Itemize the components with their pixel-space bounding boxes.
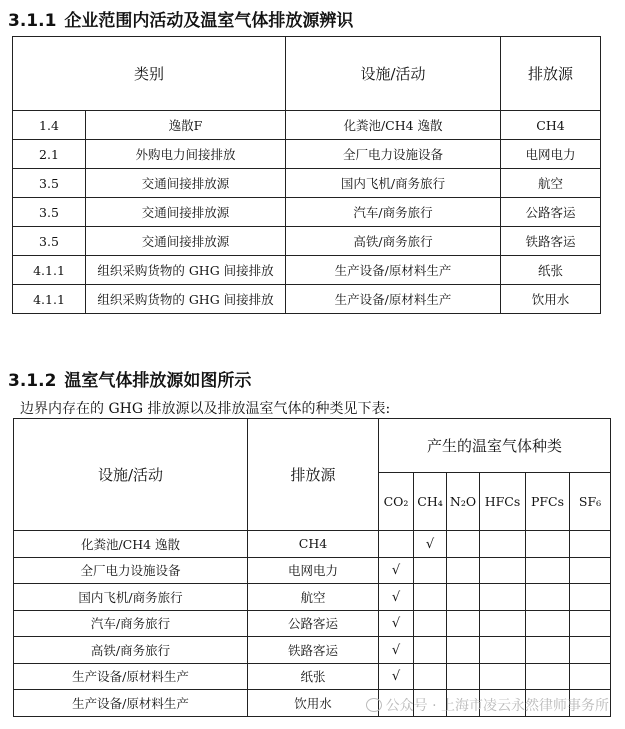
- facility-cell: 汽车/商务旅行: [286, 198, 501, 227]
- section-1-heading: [8, 6, 353, 31]
- gas-co2-cell: [379, 610, 414, 637]
- gas-hfcs-cell: [480, 637, 526, 664]
- gas-sf6-cell: [570, 531, 611, 558]
- header-gas-group: 产生的温室气体种类: [379, 419, 611, 473]
- category-name-cell: 组织采购货物的 GHG 间接排放: [86, 285, 286, 314]
- facility-cell: 全厂电力设施设备: [14, 557, 248, 584]
- gas-ch4-cell: [414, 531, 447, 558]
- category-code-cell: 1.4: [13, 111, 86, 140]
- gas-n2o-cell: [447, 557, 480, 584]
- header-gas-pfcs: PFCs: [526, 473, 570, 531]
- gas-ch4-cell: [414, 663, 447, 690]
- watermark-text: 公众号 · 上海市凌云永然律师事务所: [385, 698, 609, 714]
- header-facility: 设施/活动: [14, 419, 248, 531]
- check-mark-icon: √: [391, 563, 401, 579]
- table-row: [14, 637, 611, 664]
- facility-cell: 生产设备/原材料生产: [14, 663, 248, 690]
- gas-ch4-cell: [414, 637, 447, 664]
- gas-n2o-cell: [447, 610, 480, 637]
- facility-cell: 化粪池/CH4 逸散: [14, 531, 248, 558]
- section-2-intro: 边界内存在的 GHG 排放源以及排放温室气体的种类见下表:: [20, 401, 391, 417]
- header-gas-hfcs: HFCs: [480, 473, 526, 531]
- header-facility: 设施/活动: [286, 37, 501, 111]
- source-cell: 铁路客运: [248, 637, 379, 664]
- table-row: [14, 610, 611, 637]
- emission-source-identification-table: [12, 36, 601, 314]
- header-gas-sf6: SF₆: [570, 473, 611, 531]
- category-name-cell: 交通间接排放源: [86, 198, 286, 227]
- gas-ch4-cell: [414, 610, 447, 637]
- source-cell: CH4: [248, 531, 379, 558]
- gas-hfcs-cell: [480, 584, 526, 611]
- facility-cell: 全厂电力设施设备: [286, 140, 501, 169]
- source-cell: 公路客运: [501, 198, 601, 227]
- source-cell: 公路客运: [248, 610, 379, 637]
- gas-sf6-cell: [570, 557, 611, 584]
- gas-co2-cell: [379, 531, 414, 558]
- section-2-number: 3.1.2: [8, 371, 57, 391]
- table-row: [13, 256, 601, 285]
- category-code-cell: 3.5: [13, 169, 86, 198]
- table-row: [13, 198, 601, 227]
- gas-pfcs-cell: [526, 584, 570, 611]
- gas-hfcs-cell: [480, 531, 526, 558]
- category-code-cell: 2.1: [13, 140, 86, 169]
- category-code-cell: 3.5: [13, 198, 86, 227]
- header-category: 类别: [13, 37, 286, 111]
- check-mark-icon: √: [391, 669, 401, 685]
- section-2-heading: [8, 366, 251, 391]
- gas-pfcs-cell: [526, 637, 570, 664]
- watermark: [366, 695, 609, 715]
- facility-cell: 生产设备/原材料生产: [286, 285, 501, 314]
- source-cell: 铁路客运: [501, 227, 601, 256]
- source-cell: 电网电力: [248, 557, 379, 584]
- section-1-title: 企业范围内活动及温室气体排放源辨识: [64, 11, 354, 31]
- gas-sf6-cell: [570, 610, 611, 637]
- check-mark-icon: √: [425, 536, 435, 552]
- source-cell: 电网电力: [501, 140, 601, 169]
- facility-cell: 国内飞机/商务旅行: [286, 169, 501, 198]
- section-1-number: 3.1.1: [8, 11, 57, 31]
- source-cell: 航空: [248, 584, 379, 611]
- source-cell: 纸张: [501, 256, 601, 285]
- facility-cell: 高铁/商务旅行: [14, 637, 248, 664]
- table-header-row: [13, 37, 601, 111]
- category-code-cell: 4.1.1: [13, 256, 86, 285]
- table-row: [14, 584, 611, 611]
- table-row: [13, 227, 601, 256]
- gas-hfcs-cell: [480, 610, 526, 637]
- gas-n2o-cell: [447, 531, 480, 558]
- source-cell: 饮用水: [248, 690, 379, 717]
- gas-co2-cell: [379, 637, 414, 664]
- gas-n2o-cell: [447, 584, 480, 611]
- category-code-cell: 3.5: [13, 227, 86, 256]
- category-name-cell: 交通间接排放源: [86, 227, 286, 256]
- check-mark-icon: √: [391, 616, 401, 632]
- table-row: [13, 140, 601, 169]
- facility-cell: 生产设备/原材料生产: [14, 690, 248, 717]
- check-mark-icon: √: [391, 589, 401, 605]
- gas-hfcs-cell: [480, 663, 526, 690]
- gas-co2-cell: [379, 584, 414, 611]
- gas-co2-cell: [379, 663, 414, 690]
- gas-n2o-cell: [447, 663, 480, 690]
- header-gas-n2o: N₂O: [447, 473, 480, 531]
- table-header-row: [14, 419, 611, 473]
- category-name-cell: 组织采购货物的 GHG 间接排放: [86, 256, 286, 285]
- gas-pfcs-cell: [526, 663, 570, 690]
- gas-sf6-cell: [570, 663, 611, 690]
- gas-sf6-cell: [570, 584, 611, 611]
- header-source: 排放源: [248, 419, 379, 531]
- section-2-title: 温室气体排放源如图所示: [64, 371, 252, 391]
- check-mark-icon: √: [391, 642, 401, 658]
- source-cell: 航空: [501, 169, 601, 198]
- category-name-cell: 交通间接排放源: [86, 169, 286, 198]
- table-row: [13, 169, 601, 198]
- gas-pfcs-cell: [526, 557, 570, 584]
- gas-sf6-cell: [570, 637, 611, 664]
- source-cell: 饮用水: [501, 285, 601, 314]
- table-row: [14, 557, 611, 584]
- gas-pfcs-cell: [526, 610, 570, 637]
- wechat-icon: [366, 698, 382, 712]
- facility-cell: 汽车/商务旅行: [14, 610, 248, 637]
- header-gas-ch4: CH₄: [414, 473, 447, 531]
- facility-cell: 生产设备/原材料生产: [286, 256, 501, 285]
- source-cell: 纸张: [248, 663, 379, 690]
- gas-ch4-cell: [414, 557, 447, 584]
- facility-cell: 化粪池/CH4 逸散: [286, 111, 501, 140]
- category-name-cell: 外购电力间接排放: [86, 140, 286, 169]
- header-gas-co2: CO₂: [379, 473, 414, 531]
- table-row: [13, 111, 601, 140]
- gas-co2-cell: [379, 557, 414, 584]
- ghg-type-table: [13, 418, 611, 717]
- table-row: [13, 285, 601, 314]
- gas-hfcs-cell: [480, 557, 526, 584]
- gas-pfcs-cell: [526, 531, 570, 558]
- table-row: [14, 663, 611, 690]
- gas-ch4-cell: [414, 584, 447, 611]
- facility-cell: 高铁/商务旅行: [286, 227, 501, 256]
- table-row: [14, 531, 611, 558]
- source-cell: CH4: [501, 111, 601, 140]
- facility-cell: 国内飞机/商务旅行: [14, 584, 248, 611]
- gas-n2o-cell: [447, 637, 480, 664]
- category-name-cell: 逸散F: [86, 111, 286, 140]
- category-code-cell: 4.1.1: [13, 285, 86, 314]
- header-source: 排放源: [501, 37, 601, 111]
